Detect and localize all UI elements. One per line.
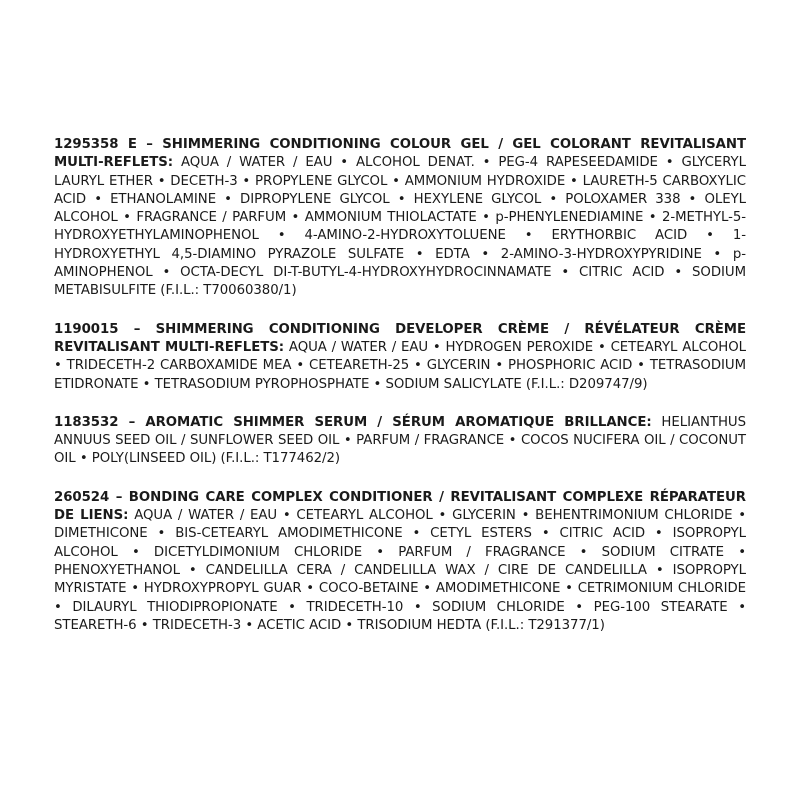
developer-creme-ingredient-list: AQUA / WATER / EAU • HYDROGEN PEROXIDE • CETEARYL ALCOHOL • TRIDECETH-2 CARBOXAMIDE MEA • CETEARETH-25 • GLYCERIN • PHOSPHORIC ACID • TETRASODIUM ETIDRONATE • TETRASODIUM PYROPHOSPHATE • SODIUM SALICYLATE (F.I.L.: D209747/9): [54, 339, 746, 392]
conditioner-heading: 260524 – BONDING CARE COMPLEX CONDITIONER / REVITALISANT COMPLEXE RÉPARATEUR DE LIENS:: [54, 489, 746, 524]
conditioner-ingredient-list: AQUA / WATER / EAU • CETEARYL ALCOHOL • GLYCERIN • BEHENTRIMONIUM CHLORIDE • DIMETHICONE • BIS-CETEARYL AMODIMETHICONE • CETYL ESTERS • CITRIC ACID • ISOPROPYL ALCOHOL • DICETYLDIMONIUM CHLORIDE • PARFUM / FRAGRANCE • SODIUM CITRATE • PHENOXYETHANOL • CANDELILLA CERA / CANDELILLA WAX / CIRE DE CANDELILLA • ISOPROPYL MYRISTATE • HYDROXYPROPYL GUAR • COCO-BETAINE • AMODIMETHICONE • CETRIMONIUM CHLORIDE • DILAURYL THIODIPROPIONATE • TRIDECETH-10 • SODIUM CHLORIDE • PEG-100 STEARATE • STEARETH-6 • TRIDECETH-3 • ACETIC ACID • TRISODIUM HEDTA (F.I.L.: T291377/1): [54, 508, 747, 633]
colour-gel-ingredients: [54, 136, 746, 301]
colour-gel-ingredient-list: AQUA / WATER / EAU • ALCOHOL DENAT. • PEG-4 RAPESEEDAMIDE • GLYCERYL LAURYL ETHER • DECETH-3 • PROPYLENE GLYCOL • AMMONIUM HYDROXIDE • LAURETH-5 CARBOXYLIC ACID • ETHANOLAMINE • DIPROPYLENE GLYCOL • HEXYLENE GLYCOL • POLOXAMER 338 • OLEYL ALCOHOL • FRAGRANCE / PARFUM • AMMONIUM THIOLACTATE • p-PHENYLENEDIAMINE • 2-METHYL-5-HYDROXYETHYLAMINOPHENOL • 4-AMINO-2-HYDROXYTOLUENE • ERYTHORBIC ACID • 1-HYDROXYETHYL 4,5-DIAMINO PYRAZOLE SULFATE • EDTA • 2-AMINO-3-HYDROXYPYRIDINE • p-AMINOPHENOL • OCTA-DECYL DI-T-BUTYL-4-HYDROXYHYDROCINNAMATE • CITRIC ACID • SODIUM METABISULFITE (F.I.L.: T70060380/1): [54, 155, 746, 299]
shimmer-serum-ingredients: [54, 414, 746, 469]
ingredient-label: [54, 136, 746, 635]
colour-gel-heading: 1295358 E – SHIMMERING CONDITIONING COLOUR GEL / GEL COLORANT REVITALISANT MULTI-REFLETS:: [54, 137, 746, 171]
developer-creme-heading: 1190015 – SHIMMERING CONDITIONING DEVELOPER CRÈME / RÉVÉLATEUR CRÈME REVITALISANT MULTI-REFLETS:: [54, 321, 746, 355]
developer-creme-ingredients: [54, 321, 746, 394]
conditioner-ingredients: [54, 489, 746, 635]
shimmer-serum-ingredient-list: HELIANTHUS ANNUUS SEED OIL / SUNFLOWER SEED OIL • PARFUM / FRAGRANCE • COCOS NUCIFERA OIL / COCONUT OIL • POLY(LINSEED OIL) (F.I.L.: T177462/2): [54, 414, 746, 467]
shimmer-serum-heading: 1183532 – AROMATIC SHIMMER SERUM / SÉRUM AROMATIQUE BRILLANCE:: [54, 414, 652, 430]
